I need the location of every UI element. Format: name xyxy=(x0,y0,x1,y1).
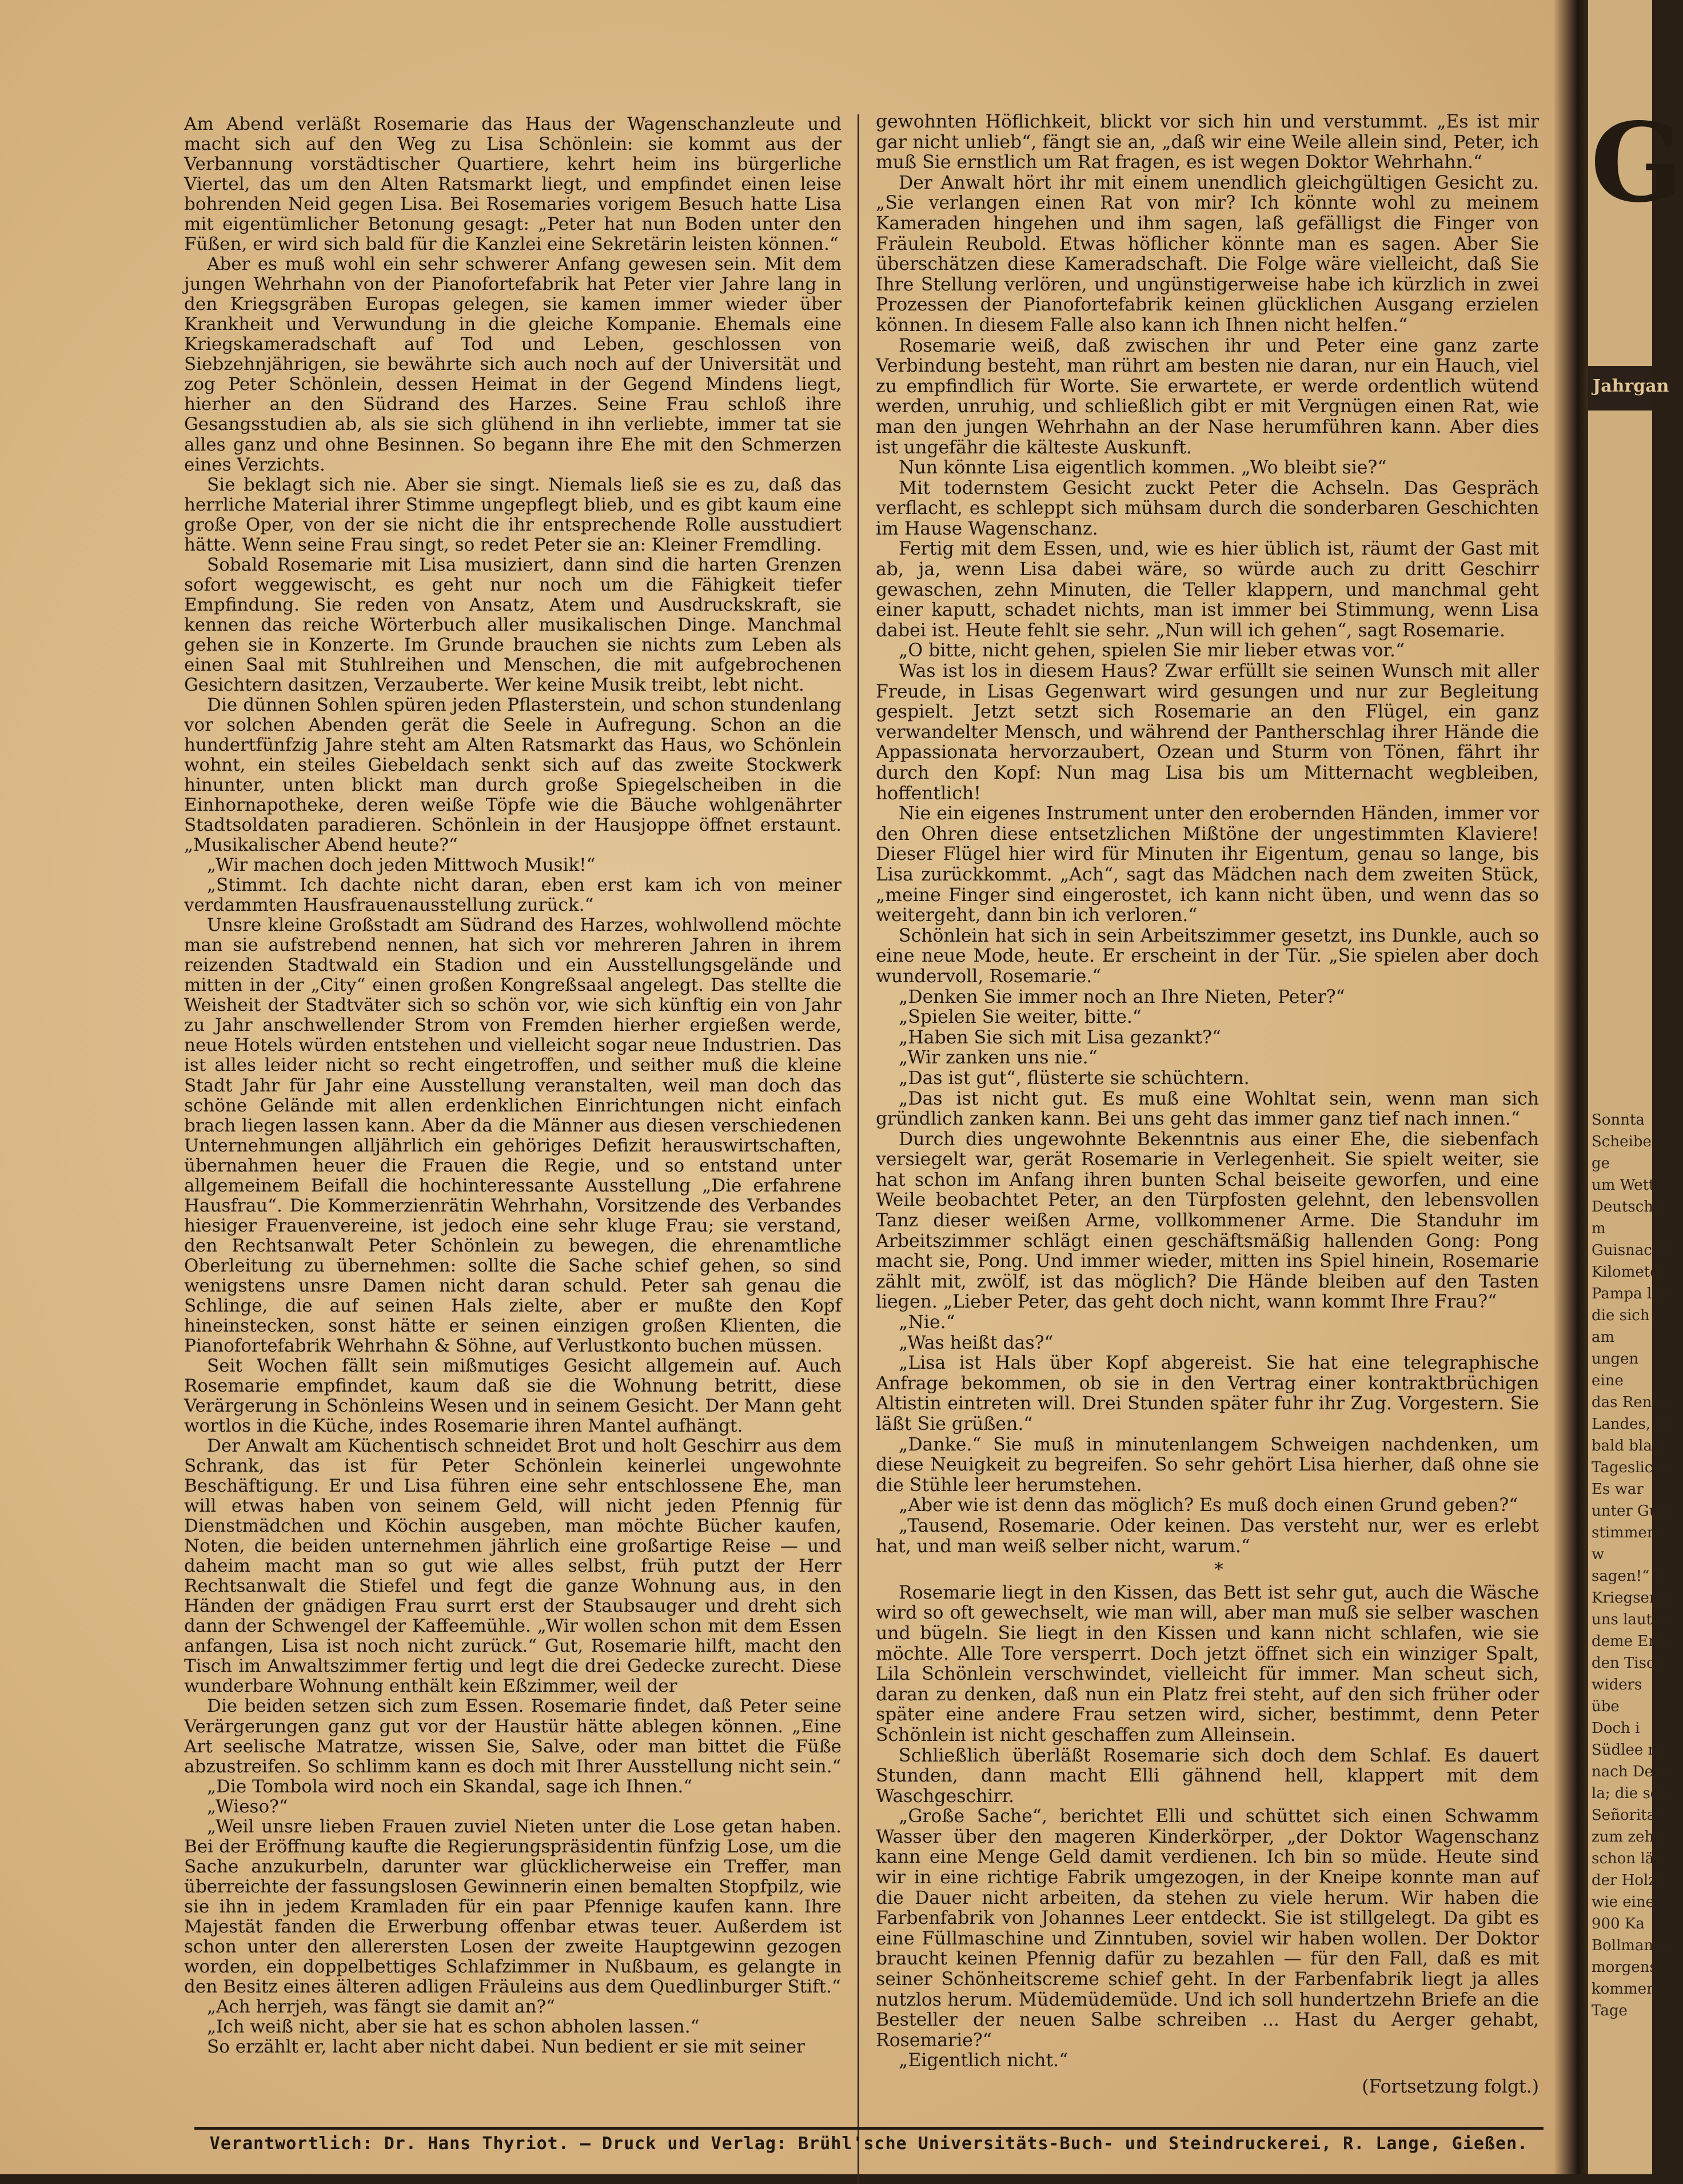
adjacent-fragment: Kriegserfil xyxy=(1592,1589,1672,1607)
article-paragraph: „Danke.“ Sie muß in minutenlangem Schweigen nachdenken, um diese Neuigkeit zu begreifen. So sehr gehört Lisa hierher, daß ohne sie die Stühle leer herumstehen. xyxy=(876,1434,1539,1496)
adjacent-fragment: Guisnachb xyxy=(1592,1242,1672,1259)
article-paragraph: Mit todernstem Gesicht zuckt Peter die Achseln. Das Gespräch verflacht, es schleppt sich mühsam durch die sonderbaren Geschichten im Hause Wagenschanz. xyxy=(876,477,1539,539)
article-paragraph: Seit Wochen fällt sein mißmutiges Gesicht allgemein auf. Auch Rosemarie empfindet, kaum daß sie die Wohnung betritt, diese Verärgerung in Schönleins Wesen und in seinem Gesicht. Der Mann geht wortlos in die Küche, indes Rosemarie ihren Mantel aufhängt. xyxy=(184,1355,842,1437)
article-paragraph: „Das ist nicht gut. Es muß eine Wohltat sein, wenn man sich gründlich zanken kann. Bei uns geht das immer ganz tief nach innen.“ xyxy=(876,1088,1539,1130)
adjacent-fragment: Es war xyxy=(1592,1481,1644,1498)
article-paragraph: „O bitte, nicht gehen, spielen Sie mir lieber etwas vor.“ xyxy=(899,640,1405,661)
footer-rule xyxy=(194,2127,1544,2130)
article-paragraph: „Nie.“ xyxy=(899,1312,955,1333)
adjacent-fragment: kommen xyxy=(1592,1980,1656,1998)
article-paragraph: „Eigentlich nicht.“ xyxy=(899,2050,1068,2071)
article-paragraph: Schönlein hat sich in sein Arbeitszimmer gesetzt, ins Dunkle, auch so eine neue Mode, heute. Er erscheint in der Tür. „Sie spielen aber doch wundervoll, Rosemarie.“ xyxy=(876,925,1539,987)
adjacent-fragment: Tage xyxy=(1592,2002,1628,2019)
section-separator: * xyxy=(1214,1560,1223,1581)
column-divider xyxy=(858,114,859,2184)
adjacent-fragment: der Holze xyxy=(1592,1872,1665,1889)
adjacent-fragment: la; die sch xyxy=(1592,1785,1669,1802)
banner-text: Jahrgan xyxy=(1593,376,1669,396)
adjacent-fragment: Tageslicht. xyxy=(1592,1459,1673,1476)
adjacent-fragment: morgens xyxy=(1592,1959,1657,1976)
article-paragraph: „Wieso?“ xyxy=(207,1796,288,1817)
adjacent-fragment: unter Guts xyxy=(1592,1503,1673,1520)
adjacent-fragment: Pampa lau xyxy=(1592,1285,1670,1302)
article-paragraph: „Weil unsre lieben Frauen zuviel Nieten unter die Lose getan haben. Bei der Eröffnung kaufte die Regierungspräsidentin fünfzig Lose, um die Sache anzukurbeln, darunter war glücklicherweise ein Treffer, man überreichte der fassungslosen Gewinnerin einen bemalten Stopfpilz, wie sie ihn in jedem Kramladen für ein paar Pfennige kaufen kann. Ihre Majestät fanden die Erwerbung offenbar etwas teuer. Außerdem ist schon unter den allerersten Losen der zweite Hauptgewinn gezogen worden, ein doppelbettiges Schlafzimmer in Nußbaum, es gelangte in den Besitz eines älteren adligen Fräuleins aus dem Quedlinburger Stift.“ xyxy=(184,1816,842,1997)
page-gutter-shadow xyxy=(1554,0,1588,2174)
adjacent-fragment: den Tisch xyxy=(1592,1655,1665,1672)
adjacent-fragment: zum zehn xyxy=(1592,1828,1664,1846)
article-paragraph: „Ich weiß nicht, aber sie hat es schon abholen lassen.“ xyxy=(207,2016,700,2037)
adjacent-fragment: sagen!“ ( xyxy=(1592,1568,1660,1585)
article-paragraph: Fertig mit dem Essen, und, wie es hier üblich ist, räumt der Gast mit ab, ja, wenn Lisa dabei wäre, so würde auch zu dritt Geschirr gewaschen, zehn Minuten, die Teller klappern, und manchmal geht einer kaputt, schadet nichts, man ist immer bei Stimmung, wenn Lisa dabei ist. Heute fehlt sie sehr. „Nun will ich gehen“, sagt Rosemarie. xyxy=(876,539,1539,641)
adjacent-fragment: Sonnta xyxy=(1592,1111,1645,1129)
adjacent-fragment: Bollmanns xyxy=(1592,1937,1671,1954)
article-column-left xyxy=(184,114,842,2057)
article-paragraph: „Stimmt. Ich dachte nicht daran, eben erst kam ich von meiner verdammten Hausfrauenausstellung zurück.“ xyxy=(184,875,842,916)
article-paragraph: „Ach herrjeh, was fängt sie damit an?“ xyxy=(207,1996,555,2017)
adjacent-fragment: Señorita! xyxy=(1592,1807,1662,1824)
article-paragraph: „Tausend, Rosemarie. Oder keinen. Das versteht nur, wer es erlebt hat, und man weiß selber nicht, warum.“ xyxy=(876,1515,1539,1557)
article-paragraph: „Wir machen doch jeden Mittwoch Musik!“ xyxy=(207,855,596,876)
adjacent-fragment: nach Deut xyxy=(1592,1763,1669,1780)
adjacent-fragment: schon län xyxy=(1592,1850,1664,1867)
article-paragraph: Aber es muß wohl ein sehr schwerer Anfang gewesen sein. Mit dem jungen Wehrhahn von der Pianofortefabrik hat Peter vier Jahre lang in den Kriegsgräben Europas gelegen, sie kamen immer wieder über Krankheit und Verwundung in die gleiche Kompanie. Ehemals eine Kriegskameradschaft auf Tod und Leben, geschlossen von Siebzehnjährigen, sie bewährte sich auch noch auf der Universität und zog Peter Schönlein, dessen Heimat in der Gegend Mindens liegt, hierher an den Südrand des Harzes. Seine Frau schloß ihre Gesangsstudien ab, als sie sich glühend in ihn verliebte, immer tat sie alles ganz und ohne Besinnen. So begann ihre Ehe mit den Schmerzen eines Verzichts. xyxy=(184,254,842,475)
article-paragraph: Unsre kleine Großstadt am Südrand des Harzes, wohlwollend möchte man sie aufstrebend nennen, hat sich vor mehreren Jahren in ihrem reizenden Stadtwald ein Stadion und ein Ausstellungsgelände und mitten in der „City“ einen großen Kongreßsaal angelegt. Das stellte die Weisheit der Stadtväter sich so schön vor, wie sich künftig ein von Jahr zu Jahr anschwellender Strom von Fremden hierher ergießen werde, neue Hotels würden entstehen und vielleicht sogar neue Industrien. Das ist alles leider nicht so recht eingetroffen, und seither muß die kleine Stadt Jahr für Jahr eine Ausstellung veranstalten, weil man doch das schöne Gelände mit allen erdenklichen Einrichtungen nicht einfach brach liegen lassen kann. Aber da die Männer aus diesen verschiedenen Unternehmungen alljährlich ein gehöriges Defizit herauswirtschaften, übernahmen heuer die Frauen die Regie, und so entstand unter allgemeinem Beifall die hochinteressante Ausstellung „Die erfahrene Hausfrau“. Die Kommerzienrätin Wehrhahn, Vorsitzende des Verbandes hiesiger Frauenvereine, ist jedoch eine sehr kluge Frau; sie verstand, den Rechtsanwalt Peter Schönlein zu bewegen, die ehrenamtliche Oberleitung zu übernehmen: sollte die Sache schief gehen, so sind wenigstens unsre Damen nicht daran schuld. Peter sah genau die Schlinge, die auf seinen Hals zielte, aber er mußte den Kopf hineinstecken, sonst hätte er seinen einzigen großen Klienten, die Pianofortefabrik Wehrhahn & Söhne, auf Verlustkonto buchen müssen. xyxy=(184,915,842,1356)
adjacent-fragment: Doch i xyxy=(1592,1720,1640,1737)
article-paragraph: Die beiden setzen sich zum Essen. Rosemarie findet, daß Peter seine Verärgerungen ganz gut vor der Haustür hätte ablegen können. „Eine Art seelische Matratze, wissen Sie, Salve, oder man bittet die Füße abzustreifen. So schlimm kann es doch mit Ihrer Ausstellung nicht sein.“ xyxy=(184,1696,842,1777)
adjacent-fragment: Südlee no xyxy=(1592,1741,1666,1759)
article-paragraph: Was ist los in diesem Haus? Zwar erfüllt sie seinen Wunsch mit aller Freude, in Lisas Gegenwart wird gesungen und nur zur Begleitung gespielt. Jetzt setzt sich Rosemarie an den Flügel, ein ganz verwandelter Mensch, und während der Pantherschlag ihrer Hände die Appassionata hervorzaubert, Ozean und Sturm von Tönen, fährt ihr durch den Kopf: Nun mag Lisa bis um Mitternacht wegbleiben, hoffentlich! xyxy=(876,661,1539,804)
adjacent-fragment: die sich am xyxy=(1592,1307,1650,1346)
article-paragraph: So erzählt er, lacht aber nicht dabei. Nun bedient er sie mit seiner xyxy=(207,2036,805,2057)
adjacent-fragment: stimmend w xyxy=(1592,1524,1666,1563)
adjacent-fragment: ungen eine xyxy=(1592,1350,1639,1389)
article-paragraph: Durch dies ungewohnte Bekenntnis aus einer Ehe, die siebenfach versiegelt war, gerät Rosemarie in Verlegenheit. Sie spielt weiter, sie hat schon im Anfang ihren bunten Schal beiseite geworfen, und eine Weile beobachtet Peter, an den Türpfosten gelehnt, den lebensvollen Tanz dieser weißen Arme, vollkommener Arme. Die Standuhr im Arbeitszimmer schlägt einen geschäftsmäßig hallenden Gong: Pong macht sie, Pong. Und immer wieder, mitten ins Spiel hinein, Rosemarie zählt mit, zwölf, ist das möglich? Die Hände bleiben auf den Tasten liegen. „Lieber Peter, das geht doch nicht, wann kommt Ihre Frau?“ xyxy=(876,1129,1539,1313)
adjacent-fragment: bald blau xyxy=(1592,1437,1662,1454)
article-paragraph: „Haben Sie sich mit Lisa gezankt?“ xyxy=(899,1027,1221,1048)
adjacent-fragment: deme Erle xyxy=(1592,1633,1669,1650)
article-paragraph: „Denken Sie immer noch an Ihre Nieten, Peter?“ xyxy=(899,986,1345,1007)
masthead-banner xyxy=(1588,366,1669,411)
adjacent-fragment: Scheibe ge xyxy=(1592,1133,1652,1172)
article-paragraph: Nie ein eigenes Instrument unter den erobernden Händen, immer vor den Ohren diese entsetzlichen Mißtöne der ungestimmten Klaviere! Dieser Flügel hier wird für Minuten ihr Eigentum, genau so lange, bis Lisa zurückkommt. „Ach“, sagt das Mädchen nach dem zweiten Stück, „meine Finger sind eingerostet, ich kann nicht üben, und wenn das so weitergeht, dann bin ich verloren.“ xyxy=(876,803,1539,926)
article-paragraph: gewohnten Höflichkeit, blickt vor sich hin und verstummt. „Es ist mir gar nicht unlieb“, fängt sie an, „daß wir eine Weile allein sind, Peter, ich muß Sie ernstlich um Rat fragen, es ist wegen Doktor Wehrhahn.“ xyxy=(876,111,1539,173)
article-paragraph: „Die Tombola wird noch ein Skandal, sage ich Ihnen.“ xyxy=(207,1776,693,1797)
article-paragraph: „Lisa ist Hals über Kopf abgereist. Sie hat eine telegraphische Anfrage bekommen, ob sie in den Vertrag einer kontraktbrüchigen Altistin eintreten will. Drei Stunden später fuhr ihr Zug. Vorgestern. Sie läßt Sie grüßen.“ xyxy=(876,1353,1539,1434)
article-paragraph: Am Abend verläßt Rosemarie das Haus der Wagenschanzleute und macht sich auf den Weg zu Lisa Schönlein: sie kommt aus der Verbannung vorstädtischer Quartiere, kehrt heim ins bürgerliche Viertel, das um den Alten Ratsmarkt liegt, und empfindet einen leise bohrenden Neid gegen Lisa. Bei Rosemaries vorigem Besuch hatte Lisa mit eigentümlicher Betonung gesagt: „Peter hat nun Boden unter den Füßen, er wird sich bald für die Kanzlei eine Sekretärin leisten können.“ xyxy=(184,114,842,255)
adjacent-text-fragments xyxy=(1592,1109,1673,2022)
article-paragraph: „Wir zanken uns nie.“ xyxy=(899,1047,1098,1069)
imprint-line: Verantwortlich: Dr. Hans Thyriot. — Druck und Verlag: Brühl'sche Universitäts-Buch- und Steindruckerei, R. Lange, Gießen. xyxy=(209,2134,1529,2154)
adjacent-fragment: widers übe xyxy=(1592,1676,1642,1715)
adjacent-fragment: das Renne xyxy=(1592,1394,1670,1411)
article-paragraph: „Spielen Sie weiter, bitte.“ xyxy=(899,1007,1142,1028)
article-paragraph: „Das ist gut“, flüsterte sie schüchtern. xyxy=(899,1067,1250,1089)
adjacent-fragment: Deutsche m xyxy=(1592,1198,1662,1237)
article-paragraph: Die dünnen Sohlen spüren jeden Pflasterstein, und schon stundenlang vor solchen Abenden gerät die Seele in Aufregung. Schon an die hundertfünfzig Jahre steht am Alten Ratsmarkt das Haus, wo Schönlein wohnt, ein steiles Giebeldach senkt sich auf das zweite Stockwerk hinunter, unten blickt man durch große Spiegelscheiben in die Einhornapotheke, deren weiße Töpfe wie die Bäuche wohlgenährter Stadtsoldaten paradieren. Schönlein in der Hausjoppe öffnet erstaunt. „Musikalischer Abend heute?“ xyxy=(184,694,842,856)
article-paragraph: „Große Sache“, berichtet Elli und schüttet sich einen Schwamm Wasser über den mageren Kinderkörper, „der Doktor Wagenschanz kann eine Menge Geld damit verdienen. Ich bin so müde. Heute sind wir in eine richtige Fabrik umgezogen, in der Kneipe konnte man auf die Dauer nicht arbeiten, da stehen zu viele herum. Wir haben die Farbenfabrik von Johannes Leer entdeckt. Sie ist stillgelegt. Da gibt es eine Füllmaschine und Zinntuben, soviel wir haben wollen. Der Doktor braucht keinen Pfennig dafür zu bezahlen — für den Fall, daß es mit seiner Schönheitscreme schief geht. In der Farbenfabrik liegt ja alles nutzlos herum. Müdemüdemüde. Und ich soll hundertzehn Briefe an die Besteller der neuen Salbe schreiben ... Hast du Aerger gehabt, Rosemarie?“ xyxy=(876,1806,1539,2051)
adjacent-fragment: um Wett xyxy=(1592,1177,1655,1194)
article-paragraph: „Aber wie ist denn das möglich? Es muß doch einen Grund geben?“ xyxy=(899,1495,1518,1516)
article-paragraph: Schließlich überläßt Rosemarie sich doch dem Schlaf. Es dauert Stunden, dann macht Elli gähnend hell, klappert mit dem Waschgeschirr. xyxy=(876,1745,1539,1807)
adjacent-fragment: wie eine xyxy=(1592,1894,1655,1911)
adjacent-page-edge xyxy=(1588,0,1683,2174)
article-paragraph: Rosemarie liegt in den Kissen, das Bett ist sehr gut, auch die Wäsche wird so oft gewechselt, wie man will, aber man muß sie selber waschen und bügeln. Sie liegt in den Kissen und kann nicht schlafen, wie sie möchte. Alle Tore versperrt. Doch jetzt öffnet sich ein winziger Spalt, Lila Schönlein verschwindet, vielleicht für immer. Man scheut sich, daran zu denken, daß nun ein Platz frei steht, auf den sich früher oder später eine andere Frau setzen wird, sicher, bestimmt, denn Peter Schönlein ist nicht geschaffen zum Alleinsein. xyxy=(876,1582,1539,1745)
adjacent-fragment: Landes, in xyxy=(1592,1416,1670,1433)
adjacent-fragment: uns laut u xyxy=(1592,1611,1667,1628)
article-paragraph: Nun könnte Lisa eigentlich kommen. „Wo bleibt sie?“ xyxy=(899,457,1387,479)
continued-notice: (Fortsetzung folgt.) xyxy=(1362,2077,1539,2097)
article-paragraph: Rosemarie weiß, daß zwischen ihr und Peter eine ganz zarte Verbindung besteht, man rührt am besten nie daran, nur ein Hauch, viel zu empfindlich für Worte. Sie erwartete, er werde ordentlich wütend werden, unruhig, und schließlich gibt er mit Vergnügen einen Rat, wie man den jungen Wehrhahn an der Nase herumführen kann. Aber dies ist ungefähr die kälteste Auskunft. xyxy=(876,335,1539,458)
adjacent-fragment: 900 Ka xyxy=(1592,1915,1645,1932)
article-paragraph: Der Anwalt hört ihr mit einem unendlich gleichgültigen Gesicht zu. „Sie verlangen einen Rat von mir? Ich könnte wohl zu meinem Kameraden hingehen und ihm sagen, laß gefälligst die Finger von Fräulein Reubold. Etwas höflicher könnte man es sagen. Aber Sie überschätzen diese Kameradschaft. Die Folge wäre vielleicht, daß Sie Ihre Stellung verlören, und ungünstigerweise habe ich kürzlich in zwei Prozessen der Pianofortefabrik keinen glücklichen Ausgang erzielen können. In diesem Falle also kann ich Ihnen nicht helfen.“ xyxy=(876,172,1539,336)
article-paragraph: Sie beklagt sich nie. Aber sie singt. Niemals ließ sie es zu, daß das herrliche Material ihrer Stimme ungepflegt blieb, und es gibt kaum eine große Oper, von der sie nicht die ihr entsprechende Rolle ausstudiert hätte. Wenn seine Frau singt, so redet Peter sie an: Kleiner Fremdling. xyxy=(184,474,842,555)
masthead-fragment: G xyxy=(1590,99,1683,226)
adjacent-fragment: Kilometer xyxy=(1592,1264,1666,1281)
article-column-right xyxy=(876,112,1539,2098)
article-paragraph: Der Anwalt am Küchentisch schneidet Brot und holt Geschirr aus dem Schrank, das ist für Peter Schönlein keinerlei ungewohnte Beschäftigung. Er und Lisa führen eine sehr entschlossene Ehe, man will etwas haben von seinem Geld, will nicht jeden Pfennig für Dienstmädchen und Köchin ausgeben, man möchte Bücher kaufen, Noten, die beiden unternehmen jährlich eine großartige Reise — und daheim macht man so gut wie alles selbst, früh putzt der Herr Rechtsanwalt die Stiefel und fegt die ganze Wohnung aus, in den Händen der gnädigen Frau surrt erst der Staubsauger und dreht sich dann der Schwengel der Kaffeemühle. „Wir wollen schon mit dem Essen anfangen, Lisa ist noch nicht zurück.“ Gut, Rosemarie hilft, macht den Tisch im Anwaltszimmer fertig und legt die drei Gedecke zurecht. Diese wunderbare Wohnung enthält kein Eßzimmer, weil der xyxy=(184,1436,842,1697)
article-paragraph: Sobald Rosemarie mit Lisa musiziert, dann sind die harten Grenzen sofort weggewischt, es geht nur noch um die Fähigkeit tiefer Empfindung. Sie reden von Ansatz, Atem und Ausdruckskraft, sie kennen das reiche Wörterbuch aller musikalischen Dinge. Manchmal gehen sie in Konzerte. Im Grunde brauchen sie nichts zum Leben als einen Saal mit Stuhlreihen und Menschen, die mit aufgebrochenen Gesichtern dasitzen, Verzauberte. Wer keine Musik treibt, lebt nicht. xyxy=(184,554,842,695)
article-paragraph: „Was heißt das?“ xyxy=(899,1332,1054,1353)
